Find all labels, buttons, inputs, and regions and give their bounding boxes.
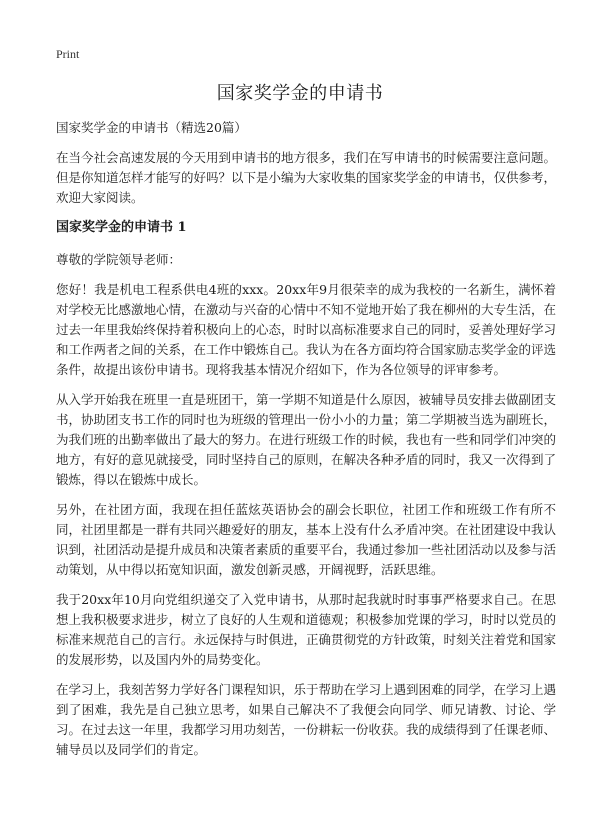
document-subtitle: 国家奖学金的申请书（精选20篇） [56, 120, 247, 135]
section-heading: 国家奖学金的申请书 1 [56, 220, 187, 235]
print-link[interactable]: Print [56, 47, 80, 61]
intro-paragraph: 在当今社会高速发展的今天用到申请书的地方很多，我们在写申请书的时候需要注意问题。但是你知道怎样才能写的好吗？以下是小编为大家收集的国家奖学金的申请书，仅供参考，欢迎大家阅读。 [56, 150, 557, 205]
body-paragraph: 我于20xx年10月向党组织递交了入党申请书，从那时起我就时时事事严格要求自己。在思想上我积极要求进步，树立了良好的人生观和道德观；积极参加党课的学习，时时以党员的标准来规范自己的言行。永远保持与时俱进，正确贯彻党的方针政策，时刻关注着党和国家的发展形势，以及国内外的局势变化。 [56, 592, 557, 667]
body-paragraph: 从入学开始我在班里一直是班团干，第一学期不知道是什么原因，被辅导员安排去做副团支书，协助团支书工作的同时也为班级的管理出一份小小的力量；第二学期被当选为副班长，为我们班的出勤率做出了最大的努力。在进行班级工作的时候，我也有一些和同学们冲突的地方，有好的意见就接受，同时坚持自己的原则，在解决各种矛盾的同时，我又一次得到了锻炼，得以在锻炼中成长。 [56, 392, 557, 487]
greeting-line: 尊敬的学院领导老师： [56, 252, 182, 267]
document-title: 国家奖学金的申请书 [216, 83, 384, 104]
body-paragraph: 在学习上，我刻苦努力学好各门课程知识，乐于帮助在学习上遇到困难的同学，在学习上遇到了困难，我先是自己独立思考，如果自己解决不了我便会向同学、师兄请教、讨论、学习。在过去这一年里，我都学习用功刻苦，一份耕耘一份收获。我的成绩得到了任课老师、辅导员以及同学们的肯定。 [56, 682, 557, 757]
body-paragraph: 另外，在社团方面，我现在担任蓝炫英语协会的副会长职位，社团工作和班级工作有所不同，社团里都是一群有共同兴趣爱好的朋友，基本上没有什么矛盾冲突。在社团建设中我认识到，社团活动是提升成员和决策者素质的重要平台，我通过参加一些社团活动以及参与活动策划，从中得以拓宽知识面，激发创新灵感，开阔视野，活跃思维。 [56, 502, 557, 577]
document-body [56, 118, 556, 770]
body-paragraph: 您好！我是机电工程系供电4班的xxx。20xx年9月很荣幸的成为我校的一名新生，满怀着对学校无比感激地心情，在激动与兴奋的心情中不知不觉地开始了我在柳州的大专生活，在过去一年里我始终保持着积极向上的心态，时时以高标准要求自己的同时，妥善处理好学习和工作两者之间的关系，在工作中锻炼自己。我认为在各方面均符合国家励志奖学金的评选条件，故提出该份申请书。现将我基本情况介绍如下，作为各位领导的评审参考。 [56, 282, 557, 377]
